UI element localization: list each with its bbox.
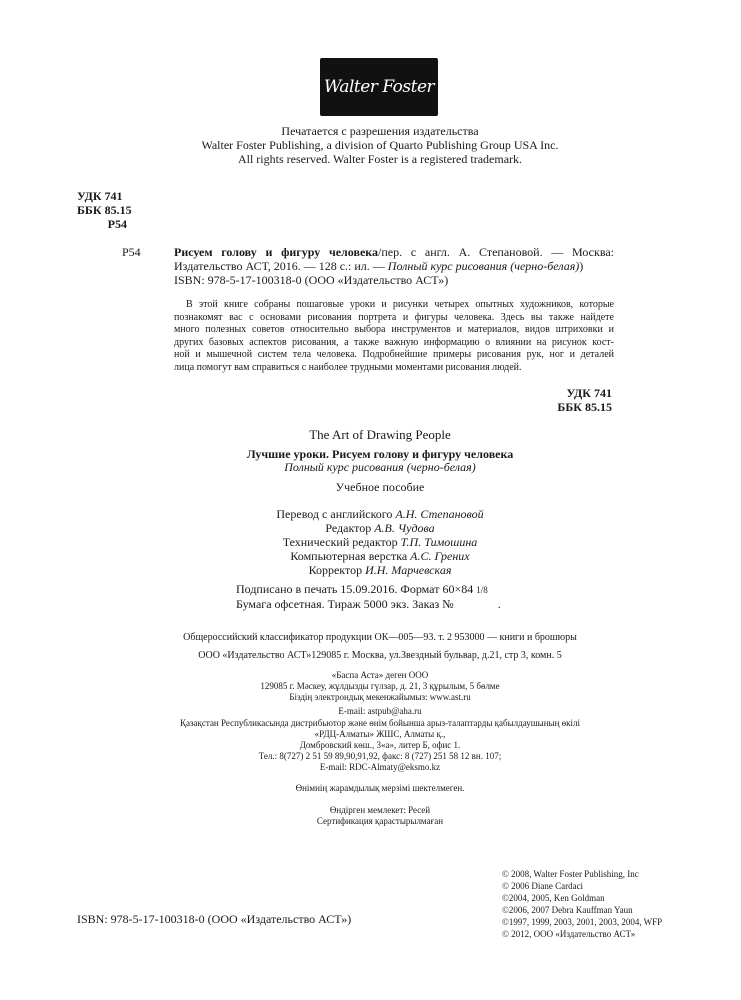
udk-code: УДК 741 <box>77 189 123 203</box>
permission-line: All rights reserved. Walter Foster is a registered trademark. <box>237 152 523 166</box>
copyright-line: © 2012, ООО «Издательство АСТ» <box>502 929 636 939</box>
series-name: Полный курс рисования (черно-белая) <box>284 460 476 474</box>
credit-editor <box>150 521 610 535</box>
annotation-line: других базовых аспектов рисования, а также важную информацию о влиянии на рисунок кост- <box>174 336 614 348</box>
permission-line: Walter Foster Publishing, a division of Quarto Publishing Group USA Inc. <box>201 138 559 152</box>
print-info <box>236 582 556 611</box>
annotation-line: ной и мышечной систем тела человека. Подробнейшие примеры рисования рук, ног и деталей <box>174 349 614 360</box>
kz-publisher-line: Біздің электрондық мекенжайымыз: www.ast.ru <box>289 692 471 702</box>
print-line1: Подписано в печать 15.09.2016. Формат 60×84 <box>236 582 477 596</box>
book-title: Лучшие уроки. Рисуем голову и фигуру человека <box>246 447 514 461</box>
classification-left <box>77 189 147 231</box>
biblio-line1-rest: /пер. с англ. А. Степановой. — Москва: <box>378 245 615 259</box>
manufacture-line: Өндірген мемлекет: Ресей <box>329 805 431 815</box>
biblio-line2-end: ) <box>579 259 584 273</box>
kz-publisher-line: E-mail: astpub@aha.ru <box>338 706 422 716</box>
publisher-line: ООО «Издательство АСТ»129085 г. Москва, ул.Звездный бульвар, д.21, стр 3, комн. 5 <box>198 649 562 661</box>
kz-distributor <box>130 718 630 773</box>
original-title: The Art of Drawing People <box>309 427 451 442</box>
copyright-line: ©1997, 1999, 2003, 2001, 2003, 2004, WFP <box>502 917 663 927</box>
credit-name: А.В. Чудова <box>374 521 435 535</box>
credit-role: Корректор <box>308 563 363 577</box>
print-line2: Бумага офсетная. Тираж 5000 экз. Заказ № <box>236 597 454 611</box>
credit-name: А.Н. Степановой <box>395 507 484 521</box>
copyright-line: © 2006 Diane Cardaci <box>502 881 584 891</box>
permission-block <box>150 124 610 166</box>
annotation-line: познакомят вас с основами рисования портрета и фигуры человека. Здесь вы также найдете <box>174 311 614 323</box>
credit-role: Редактор <box>325 521 372 535</box>
credit-layout <box>150 549 610 563</box>
credit-name: И.Н. Марчевская <box>365 563 452 577</box>
biblio-isbn: ISBN: 978-5-17-100318-0 (ООО «Издательство АСТ») <box>174 273 449 287</box>
biblio-code: Р54 <box>122 245 141 259</box>
kz-distributor-line: «РДЦ-Алматы» ЖШС, Алматы қ., <box>314 729 446 739</box>
walter-foster-logo <box>320 58 438 116</box>
biblio-line2: Издательство АСТ, 2016. — 128 с.: ил. — <box>174 259 388 273</box>
credits <box>150 507 610 577</box>
logo-text: Walter Foster <box>323 77 435 97</box>
copyright-line: ©2006, 2007 Debra Kauffman Yaun <box>502 905 633 915</box>
publisher-info <box>130 632 630 662</box>
credit-name: А.С. Грених <box>410 549 470 563</box>
annotation-line: В этой книге собраны пошаговые уроки и рисунки четырех опытных художников, которые <box>186 299 614 310</box>
book-type: Учебное пособие <box>335 480 425 494</box>
isbn-bottom: ISBN: 978-5-17-100318-0 (ООО «Издательство АСТ») <box>77 912 352 926</box>
author-code: Р54 <box>107 217 127 231</box>
annotation-line: много полезных советов относительно выбора инструментов и материалов, видов штриховки и <box>174 324 614 335</box>
manufacture <box>150 805 610 827</box>
kz-distributor-line: Тел.: 8(727) 2 51 59 89,90,91,92, факс: 8 (727) 251 58 12 вн. 107; <box>258 751 502 761</box>
biblio-record <box>174 245 614 287</box>
biblio-series: Полный курс рисования (черно-белая) <box>387 259 580 273</box>
publisher-line: Общероссийский классификатор продукции ОК—005—93. т. 2 953000 — книги и брошюры <box>183 632 577 643</box>
credit-translator <box>150 507 610 521</box>
kz-distributor-line: Қазақстан Республикасында дистрибьютор және өнім бойынша арыз-талаптарды қабылдаушының өкілі <box>179 718 581 728</box>
copyright-line: ©2004, 2005, Ken Goldman <box>502 893 605 903</box>
credit-tech-editor <box>150 535 610 549</box>
credit-name: Т.П. Тимошина <box>400 535 478 549</box>
annotation-line: лица помогут вам справиться с наиболее трудными моментами рисования людей. <box>174 361 522 373</box>
biblio-title: Рисуем голову и фигуру человека <box>174 245 379 259</box>
credit-role: Компьютерная верстка <box>290 549 408 563</box>
credit-role: Технический редактор <box>282 535 398 549</box>
bbk-code: ББК 85.15 <box>77 203 132 217</box>
print-format-fraction: 1/8 <box>476 585 488 595</box>
classification-right <box>540 386 612 414</box>
kz-distributor-line: E-mail: RDC-Almaty@eksmo.kz <box>319 762 441 772</box>
kz-publisher <box>160 670 600 717</box>
annotation <box>174 299 614 374</box>
bbk-code: ББК 85.15 <box>557 400 612 414</box>
shelf-life: Өнімнің жарамдылық мерзімі шектелмеген. <box>295 783 465 793</box>
kz-publisher-line: 129085 г. Мәскеу, жұлдызды гүлзар, д. 21, 3 құрылым, 5 бөлме <box>260 681 500 691</box>
manufacture-line: Сертификация қарастырылмаған <box>316 816 444 826</box>
credit-role: Перевод с английского <box>276 507 393 521</box>
permission-line: Печатается с разрешения издательства <box>281 124 479 138</box>
kz-distributor-line: Домбровский көш., 3«а», литер Б, офис 1. <box>299 740 461 750</box>
credit-proofreader <box>150 563 610 577</box>
copyright-line: © 2008, Walter Foster Publishing, Inc <box>502 869 639 879</box>
udk-code: УДК 741 <box>566 386 612 400</box>
copyrights <box>502 868 712 940</box>
print-line2-end: . <box>497 597 501 611</box>
kz-publisher-line: «Баспа Аста» деген ООО <box>331 670 429 680</box>
